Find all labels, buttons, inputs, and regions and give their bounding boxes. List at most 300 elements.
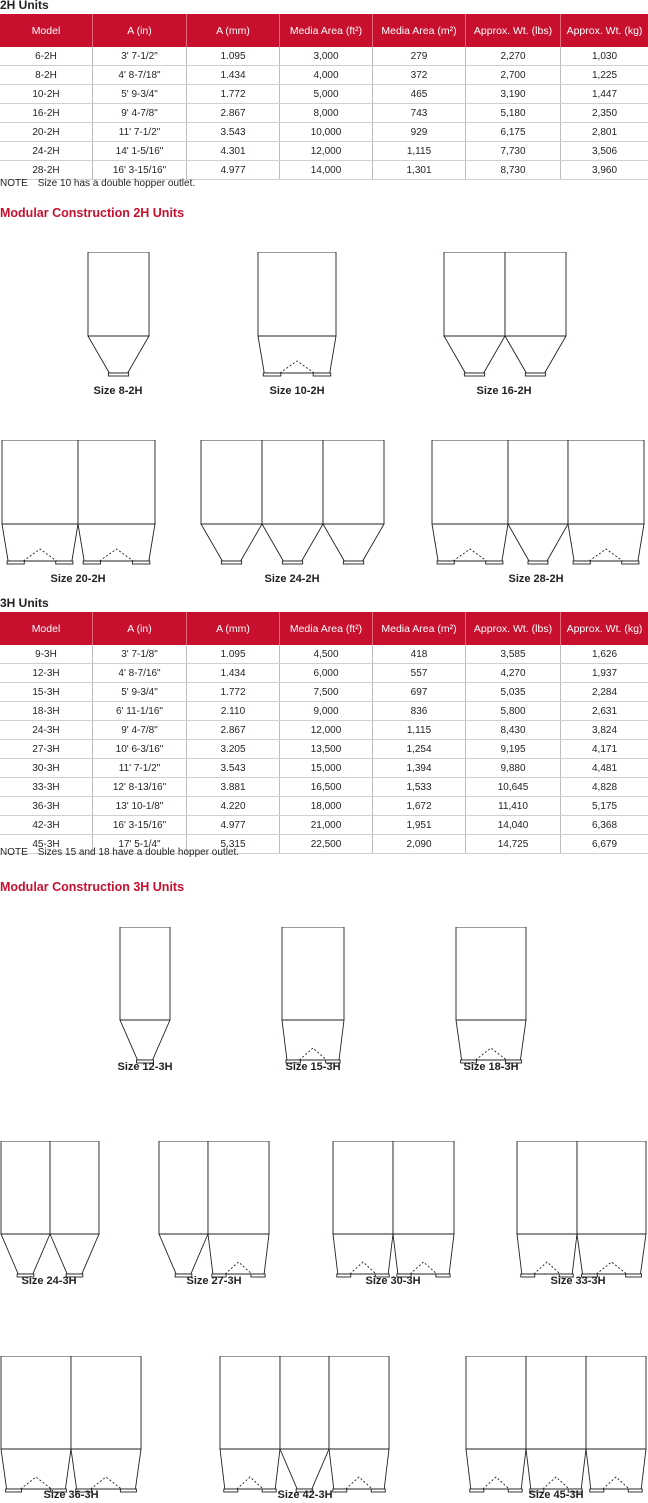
table-cell: 2,284 — [561, 683, 648, 702]
hopper-outlet — [573, 561, 590, 564]
note-text: Size 10 has a double hopper outlet. — [37, 178, 196, 189]
module-body — [50, 1141, 99, 1234]
col-header: Media Area (ft²) — [280, 612, 373, 645]
table-cell: 18,000 — [280, 797, 373, 816]
collector-diagram — [86, 252, 151, 384]
hopper-outlet — [437, 561, 454, 564]
table-cell: 42-3H — [0, 816, 93, 835]
table-row — [0, 142, 648, 161]
table-row — [0, 759, 648, 778]
module-body — [120, 927, 170, 1020]
hopper-shape — [577, 1234, 646, 1274]
table-cell: 36-3H — [0, 797, 93, 816]
hopper-shape — [120, 1020, 170, 1060]
col-header: Approx. Wt. (kg) — [561, 612, 648, 645]
diagram-caption: Size 36-3H — [43, 1489, 99, 1501]
table-cell: 5.315 — [187, 835, 280, 854]
collector-module — [526, 1356, 586, 1492]
hopper-shape — [159, 1234, 208, 1274]
diagram-caption: Size 30-3H — [365, 1275, 421, 1287]
hopper-shape — [444, 336, 505, 373]
table-cell: 1.434 — [187, 664, 280, 683]
hopper-shape — [280, 1449, 329, 1489]
table-cell: 1,937 — [561, 664, 648, 683]
collector-module — [432, 440, 508, 564]
table-cell: 20-2H — [0, 123, 93, 142]
hopper-outlet — [313, 373, 331, 376]
hopper-outlet — [282, 561, 302, 564]
section-title-modular-3h: Modular Construction 3H Units — [0, 880, 185, 894]
hopper-shape — [88, 336, 149, 373]
collector-diagram — [199, 440, 386, 572]
table-cell: 3,960 — [561, 161, 648, 180]
hopper-outlet — [525, 373, 545, 376]
table-cell: 4.301 — [187, 142, 280, 161]
collector-module — [220, 1356, 280, 1492]
module-body — [568, 440, 644, 524]
col-header: Model — [0, 612, 93, 645]
module-body — [78, 440, 155, 524]
table-cell: 9' 4-7/8" — [93, 104, 187, 123]
table-cell: 418 — [373, 645, 466, 664]
module-body — [329, 1356, 389, 1449]
table-cell: 15,000 — [280, 759, 373, 778]
table-cell: 465 — [373, 85, 466, 104]
collector-module — [1, 1141, 50, 1277]
table-cell: 1,115 — [373, 142, 466, 161]
hopper-outlet — [108, 373, 128, 376]
collector-diagram — [331, 1141, 456, 1285]
table-cell: 5,035 — [466, 683, 561, 702]
table-cell: 4.977 — [187, 161, 280, 180]
table-cell: 3,000 — [280, 47, 373, 66]
table-cell: 3,506 — [561, 142, 648, 161]
table-cell: 1,626 — [561, 645, 648, 664]
collector-diagram — [0, 440, 157, 572]
table-cell: 1,951 — [373, 816, 466, 835]
table-cell: 5' 9-3/4" — [93, 683, 187, 702]
collector-module — [456, 927, 526, 1063]
table-cell: 5,175 — [561, 797, 648, 816]
table-cell: 13,500 — [280, 740, 373, 759]
col-header: Media Area (m²) — [373, 612, 466, 645]
table-cell: 14' 1-5/16" — [93, 142, 187, 161]
table-2h — [0, 14, 648, 180]
table-cell: 1,394 — [373, 759, 466, 778]
table-cell: 5,800 — [466, 702, 561, 721]
table-cell: 2,801 — [561, 123, 648, 142]
collector-module — [1, 1356, 71, 1492]
module-body — [508, 440, 568, 524]
section-title-2h: 2H Units — [0, 0, 49, 12]
col-header: A (in) — [93, 14, 187, 47]
table-cell: 3,190 — [466, 85, 561, 104]
table-3h — [0, 612, 648, 854]
table-cell: 3,824 — [561, 721, 648, 740]
table-row — [0, 683, 648, 702]
hopper-shape — [208, 1234, 269, 1274]
table-cell: 2,270 — [466, 47, 561, 66]
table-cell: 4.220 — [187, 797, 280, 816]
table-cell: 1,301 — [373, 161, 466, 180]
table-header-row — [0, 14, 648, 47]
module-body — [201, 440, 262, 524]
collector-diagram — [118, 927, 172, 1071]
table-cell: 22,500 — [280, 835, 373, 854]
table-cell: 18-3H — [0, 702, 93, 721]
collector-module — [78, 440, 155, 564]
section-title-3h: 3H Units — [0, 596, 49, 610]
table-cell: 4,270 — [466, 664, 561, 683]
table-cell: 9,880 — [466, 759, 561, 778]
table-cell: 15-3H — [0, 683, 93, 702]
table-body — [0, 645, 648, 854]
table-cell: 5,180 — [466, 104, 561, 123]
table-cell: 11' 7-1/2" — [93, 759, 187, 778]
note-2h — [0, 178, 195, 189]
hopper-outlet — [56, 561, 73, 564]
hopper-outlet — [470, 1489, 484, 1492]
table-cell: 2,090 — [373, 835, 466, 854]
hopper-outlet — [528, 561, 548, 564]
table-cell: 929 — [373, 123, 466, 142]
collector-diagram — [0, 1141, 101, 1285]
hopper-shape — [517, 1234, 577, 1274]
table-cell: 5' 9-3/4" — [93, 85, 187, 104]
module-body — [323, 440, 384, 524]
table-cell: 2,700 — [466, 66, 561, 85]
table-cell: 1.772 — [187, 683, 280, 702]
table-cell: 4' 8-7/18" — [93, 66, 187, 85]
table-cell: 3' 7-1/2" — [93, 47, 187, 66]
table-cell: 8,730 — [466, 161, 561, 180]
module-body — [444, 252, 505, 336]
collector-module — [508, 440, 568, 564]
hopper-shape — [2, 524, 78, 561]
table-cell: 9-3H — [0, 645, 93, 664]
table-cell: 21,000 — [280, 816, 373, 835]
diagram-caption: Size 16-2H — [476, 385, 532, 397]
table-cell: 4,171 — [561, 740, 648, 759]
table-row — [0, 47, 648, 66]
collector-module — [323, 440, 384, 564]
table-cell: 5,000 — [280, 85, 373, 104]
table-cell: 1,447 — [561, 85, 648, 104]
hopper-shape — [505, 336, 566, 373]
table-cell: 4' 8-7/16" — [93, 664, 187, 683]
hopper-shape — [508, 524, 568, 561]
diagram-caption: Size 42-3H — [277, 1489, 333, 1501]
collector-diagram — [157, 1141, 271, 1285]
table-cell: 4,500 — [280, 645, 373, 664]
collector-diagram — [280, 927, 346, 1071]
module-body — [333, 1141, 393, 1234]
table-cell: 372 — [373, 66, 466, 85]
collector-module — [71, 1356, 141, 1492]
collector-diagram — [454, 927, 528, 1071]
hopper-shape — [1, 1449, 71, 1489]
hopper-shape — [78, 524, 155, 561]
table-body — [0, 47, 648, 180]
note-text: Sizes 15 and 18 have a double hopper outlet. — [37, 847, 240, 858]
table-cell: 4.977 — [187, 816, 280, 835]
table-cell: 17' 5-1/4" — [93, 835, 187, 854]
diagram-caption: Size 8-2H — [93, 385, 143, 397]
col-header: Approx. Wt. (kg) — [561, 14, 648, 47]
hopper-shape — [282, 1020, 344, 1060]
diagram-caption: Size 20-2H — [50, 573, 106, 585]
hopper-shape — [262, 524, 323, 561]
hopper-outlet — [224, 1489, 238, 1492]
diagram-caption: Size 28-2H — [508, 573, 564, 585]
table-cell: 6-2H — [0, 47, 93, 66]
table-cell: 33-3H — [0, 778, 93, 797]
table-cell: 10' 6-3/16" — [93, 740, 187, 759]
collector-module — [120, 927, 170, 1063]
diagram-caption: Size 12-3H — [117, 1061, 173, 1073]
table-cell: 11,410 — [466, 797, 561, 816]
table-cell: 9,195 — [466, 740, 561, 759]
table-cell: 8-2H — [0, 66, 93, 85]
hopper-outlet — [464, 373, 484, 376]
table-cell: 6,368 — [561, 816, 648, 835]
table-cell: 4,828 — [561, 778, 648, 797]
hopper-shape — [329, 1449, 389, 1489]
module-body — [1, 1141, 50, 1234]
diagram-caption: Size 24-2H — [264, 573, 320, 585]
col-header: Approx. Wt. (lbs) — [466, 14, 561, 47]
module-body — [586, 1356, 646, 1449]
collector-module — [568, 440, 644, 564]
table-cell: 3.543 — [187, 123, 280, 142]
table-cell: 45-3H — [0, 835, 93, 854]
table-cell: 12' 8-13/16" — [93, 778, 187, 797]
module-body — [71, 1356, 141, 1449]
collector-module — [159, 1141, 208, 1277]
collector-diagram — [0, 1356, 143, 1500]
col-header: Media Area (ft²) — [280, 14, 373, 47]
table-cell: 3,585 — [466, 645, 561, 664]
hopper-shape — [393, 1234, 454, 1274]
table-cell: 1,672 — [373, 797, 466, 816]
collector-module — [262, 440, 323, 564]
col-header: A (mm) — [187, 14, 280, 47]
module-body — [88, 252, 149, 336]
collector-diagram — [218, 1356, 391, 1500]
table-cell: 27-3H — [0, 740, 93, 759]
module-body — [280, 1356, 329, 1449]
table-cell: 10-2H — [0, 85, 93, 104]
table-cell: 10,000 — [280, 123, 373, 142]
table-cell: 2,631 — [561, 702, 648, 721]
hopper-shape — [466, 1449, 526, 1489]
table-cell: 10,645 — [466, 778, 561, 797]
diagram-caption: Size 10-2H — [269, 385, 325, 397]
collector-module — [517, 1141, 577, 1277]
hopper-outlet — [486, 561, 503, 564]
table-cell: 4,000 — [280, 66, 373, 85]
table-row — [0, 104, 648, 123]
collector-module — [201, 440, 262, 564]
collector-module — [280, 1356, 329, 1492]
table-cell: 13' 10-1/8" — [93, 797, 187, 816]
section-title-modular-2h: Modular Construction 2H Units — [0, 206, 185, 220]
hopper-shape — [1, 1234, 50, 1274]
col-header: A (mm) — [187, 612, 280, 645]
table-cell: 836 — [373, 702, 466, 721]
table-cell: 14,040 — [466, 816, 561, 835]
collector-module — [329, 1356, 389, 1492]
table-cell: 3.205 — [187, 740, 280, 759]
hopper-shape — [526, 1449, 586, 1489]
hopper-outlet — [628, 1489, 642, 1492]
hopper-outlet — [132, 561, 149, 564]
table-cell: 1,115 — [373, 721, 466, 740]
table-cell: 3.881 — [187, 778, 280, 797]
collector-module — [577, 1141, 646, 1277]
table-cell: 1,225 — [561, 66, 648, 85]
hopper-shape — [71, 1449, 141, 1489]
table-cell: 2.867 — [187, 104, 280, 123]
collector-diagram — [430, 440, 646, 572]
collector-module — [466, 1356, 526, 1492]
module-body — [1, 1356, 71, 1449]
collector-module — [258, 252, 336, 376]
module-body — [505, 252, 566, 336]
table-cell: 8,000 — [280, 104, 373, 123]
collector-diagram — [256, 252, 338, 384]
table-row — [0, 123, 648, 142]
note-3h — [0, 847, 239, 858]
table-row — [0, 740, 648, 759]
table-cell: 697 — [373, 683, 466, 702]
table-cell: 12,000 — [280, 142, 373, 161]
hopper-shape — [50, 1234, 99, 1274]
table-row — [0, 702, 648, 721]
collector-module — [282, 927, 344, 1063]
table-cell: 6,000 — [280, 664, 373, 683]
table-cell: 30-3H — [0, 759, 93, 778]
table-cell: 9' 4-7/8" — [93, 721, 187, 740]
collector-module — [2, 440, 78, 564]
module-body — [432, 440, 508, 524]
table-cell: 2,350 — [561, 104, 648, 123]
module-body — [577, 1141, 646, 1234]
hopper-outlet — [221, 561, 241, 564]
collector-module — [333, 1141, 393, 1277]
table-row — [0, 797, 648, 816]
collector-diagram — [515, 1141, 648, 1285]
table-row — [0, 85, 648, 104]
table-cell: 28-2H — [0, 161, 93, 180]
hopper-shape — [456, 1020, 526, 1060]
hopper-outlet — [622, 561, 639, 564]
table-cell: 1.095 — [187, 47, 280, 66]
col-header: Approx. Wt. (lbs) — [466, 612, 561, 645]
table-row — [0, 161, 648, 180]
table-cell: 6,175 — [466, 123, 561, 142]
table-cell: 9,000 — [280, 702, 373, 721]
module-body — [456, 927, 526, 1020]
collector-module — [50, 1141, 99, 1277]
hopper-shape — [258, 336, 336, 373]
module-body — [262, 440, 323, 524]
hopper-shape — [432, 524, 508, 561]
collector-diagram — [442, 252, 568, 384]
diagram-caption: Size 24-3H — [21, 1275, 77, 1287]
hopper-outlet — [263, 373, 281, 376]
table-cell: 24-3H — [0, 721, 93, 740]
table-cell: 3.543 — [187, 759, 280, 778]
collector-module — [208, 1141, 269, 1277]
diagram-caption: Size 15-3H — [285, 1061, 341, 1073]
table-cell: 743 — [373, 104, 466, 123]
table-cell: 2.110 — [187, 702, 280, 721]
table-header-row — [0, 612, 648, 645]
hopper-shape — [323, 524, 384, 561]
hopper-shape — [201, 524, 262, 561]
table-cell: 557 — [373, 664, 466, 683]
table-cell: 7,730 — [466, 142, 561, 161]
collector-module — [586, 1356, 646, 1492]
table-row — [0, 66, 648, 85]
table-cell: 24-2H — [0, 142, 93, 161]
table-row — [0, 816, 648, 835]
note-label: NOTE — [0, 847, 28, 858]
module-body — [2, 440, 78, 524]
diagram-caption: Size 33-3H — [550, 1275, 606, 1287]
table-cell: 6' 11-1/16" — [93, 702, 187, 721]
table-cell: 1.095 — [187, 645, 280, 664]
diagram-caption: Size 27-3H — [186, 1275, 242, 1287]
col-header: Model — [0, 14, 93, 47]
table-cell: 16' 3-15/16" — [93, 816, 187, 835]
hopper-shape — [586, 1449, 646, 1489]
module-body — [282, 927, 344, 1020]
table-cell: 16-2H — [0, 104, 93, 123]
module-body — [258, 252, 336, 336]
table-cell: 16' 3-15/16" — [93, 161, 187, 180]
module-body — [526, 1356, 586, 1449]
table-cell: 8,430 — [466, 721, 561, 740]
table-cell: 1,533 — [373, 778, 466, 797]
table-cell: 2.867 — [187, 721, 280, 740]
table-row — [0, 664, 648, 683]
hopper-outlet — [83, 561, 100, 564]
table-cell: 6,679 — [561, 835, 648, 854]
hopper-shape — [220, 1449, 280, 1489]
table-cell: 11' 7-1/2" — [93, 123, 187, 142]
table-row — [0, 778, 648, 797]
hopper-outlet — [371, 1489, 385, 1492]
collector-module — [88, 252, 149, 376]
collector-diagram — [464, 1356, 648, 1500]
hopper-outlet — [7, 561, 24, 564]
table-row — [0, 721, 648, 740]
note-label: NOTE — [0, 178, 28, 189]
diagram-caption: Size 18-3H — [463, 1061, 519, 1073]
col-header: A (in) — [93, 612, 187, 645]
hopper-shape — [333, 1234, 393, 1274]
table-row — [0, 645, 648, 664]
table-cell: 1,254 — [373, 740, 466, 759]
table-cell: 12,000 — [280, 721, 373, 740]
table-cell: 12-3H — [0, 664, 93, 683]
table-cell: 279 — [373, 47, 466, 66]
hopper-outlet — [343, 561, 363, 564]
module-body — [517, 1141, 577, 1234]
table-cell: 14,000 — [280, 161, 373, 180]
